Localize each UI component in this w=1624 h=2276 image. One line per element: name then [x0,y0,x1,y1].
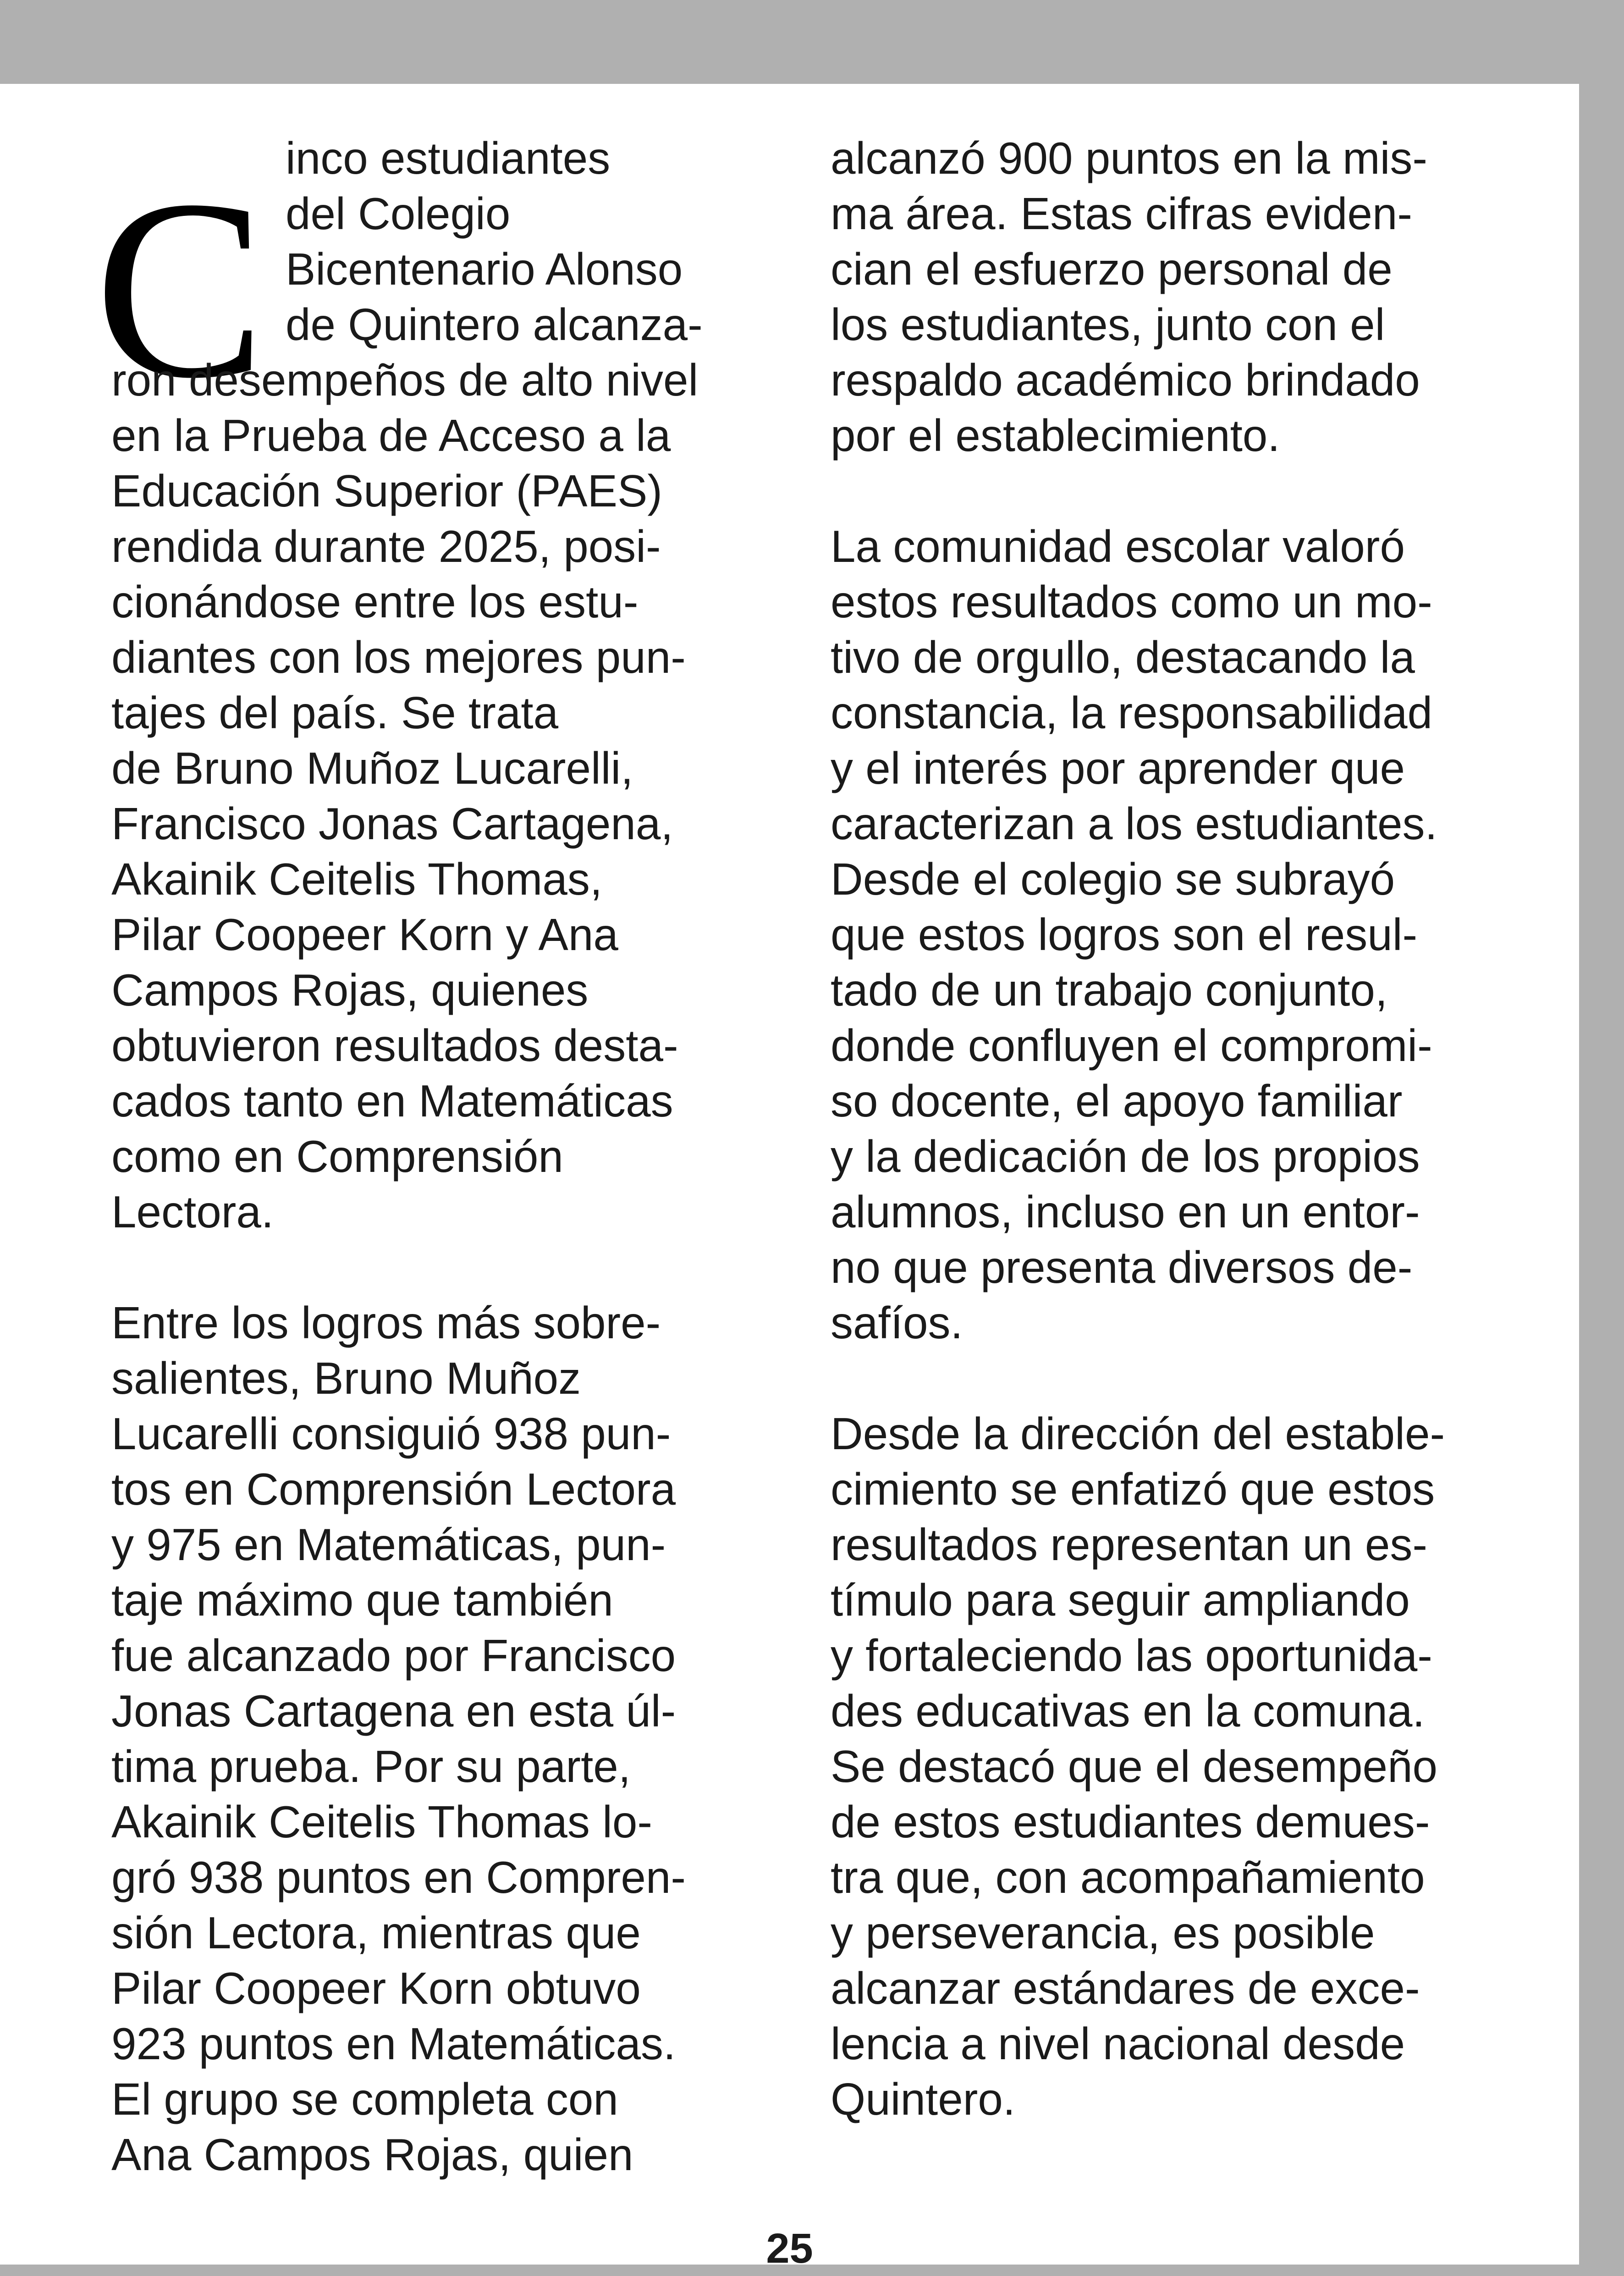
text-line: que estos logros son el resul- [831,909,1418,960]
text-line: diantes con los mejores pun- [111,632,686,682]
text-line: El grupo se completa con [111,2074,618,2124]
text-line: cionándose entre los estu- [111,577,639,627]
text-line: tajes del país. Se trata [111,687,559,738]
text-line: alcanzar estándares de exce- [831,1963,1420,2013]
text-line: La comunidad escolar valoró [831,521,1405,572]
text-line: safíos. [831,1297,963,1348]
text-line: estos resultados como un mo- [831,577,1432,627]
text-line: Quintero. [831,2074,1016,2124]
text-line: tivo de orgullo, destacando la [831,632,1415,682]
text-line: Educación Superior (PAES) [111,466,662,516]
text-line: Akainik Ceitelis Thomas lo- [111,1797,653,1847]
text-line: cimiento se enfatizó que estos [831,1464,1435,1514]
text-line: obtuvieron resultados desta- [111,1020,678,1071]
text-line: y 975 en Matemáticas, pun- [111,1519,666,1570]
text-line: por el establecimiento. [831,410,1280,461]
text-line: tima prueba. Por su parte, [111,1741,631,1792]
text-line: Ana Campos Rojas, quien [111,2129,633,2180]
page-number: 25 [766,2225,813,2272]
text-line: los estudiantes, junto con el [831,299,1385,350]
text-line: des educativas en la comuna. [831,1686,1425,1736]
text-line: salientes, Bruno Muñoz [111,1353,581,1403]
paragraph-break [111,1240,799,1295]
text-line: en la Prueba de Acceso a la [111,410,671,461]
text-line: Akainik Ceitelis Thomas, [111,854,603,904]
text-line: sión Lectora, mientras que [111,1908,641,1958]
text-line: como en Comprensión [111,1131,563,1182]
text-line: Se destacó que el desempeño [831,1741,1437,1792]
right-column [831,131,1518,2127]
text-line: 923 puntos en Matemáticas. [111,2018,676,2069]
text-line: Pilar Coopeer Korn obtuvo [111,1963,641,2013]
text-line: Pilar Coopeer Korn y Ana [111,909,618,960]
text-line: Jonas Cartagena en esta úl- [111,1686,676,1736]
text-line: Desde el colegio se subrayó [831,854,1395,904]
text-line: de Quintero alcanza- [286,299,703,350]
text-line: y fortaleciendo las oportunida- [831,1630,1432,1681]
text-line: Desde la dirección del estable- [831,1408,1445,1459]
text-line: resultados representan un es- [831,1519,1427,1570]
text-line: Francisco Jonas Cartagena, [111,798,673,849]
text-line: y perseverancia, es posible [831,1908,1375,1958]
text-line: lencia a nivel nacional desde [831,2018,1405,2069]
text-line: tímulo para seguir ampliando [831,1575,1410,1625]
text-line: Lucarelli consiguió 938 pun- [111,1408,671,1459]
text-line: constancia, la responsabilidad [831,687,1432,738]
text-line: Lectora. [111,1187,274,1237]
left-column [111,131,799,2183]
paragraph-break [831,1351,1518,1406]
text-line: ron desempeños de alto nivel [111,355,699,405]
text-line: alumnos, incluso en un entor- [831,1187,1420,1237]
text-line: rendida durante 2025, posi- [111,521,661,572]
text-line: inco estudiantes [286,133,611,183]
text-line: Entre los logros más sobre- [111,1297,661,1348]
text-line: taje máximo que también [111,1575,613,1625]
text-line: gró 938 puntos en Compren- [111,1852,686,1902]
text-line: fue alcanzado por Francisco [111,1630,676,1681]
text-line: y el interés por aprender que [831,743,1405,793]
text-line: cian el esfuerzo personal de [831,244,1393,294]
text-line: de estos estudiantes demues- [831,1797,1430,1847]
text-line: tra que, con acompañamiento [831,1852,1425,1902]
drop-cap: C [94,147,266,431]
text-line: tado de un trabajo conjunto, [831,965,1388,1015]
text-line: Bicentenario Alonso [286,244,683,294]
text-line: respaldo académico brindado [831,355,1420,405]
page [0,84,1579,2272]
text-line: alcanzó 900 puntos en la mis- [831,133,1427,183]
text-line: de Bruno Muñoz Lucarelli, [111,743,633,793]
text-line: del Colegio [286,188,511,239]
text-line: donde confluyen el compromi- [831,1020,1432,1071]
text-line: cados tanto en Matemáticas [111,1076,673,1126]
text-line: caracterizan a los estudiantes. [831,798,1437,849]
text-line: no que presenta diversos de- [831,1242,1413,1292]
text-line: ma área. Estas cifras eviden- [831,188,1413,239]
text-line: so docente, el apoyo familiar [831,1076,1403,1126]
text-line: tos en Comprensión Lectora [111,1464,676,1514]
text-line: y la dedicación de los propios [831,1131,1420,1182]
paragraph-break [831,463,1518,519]
text-line: Campos Rojas, quienes [111,965,589,1015]
